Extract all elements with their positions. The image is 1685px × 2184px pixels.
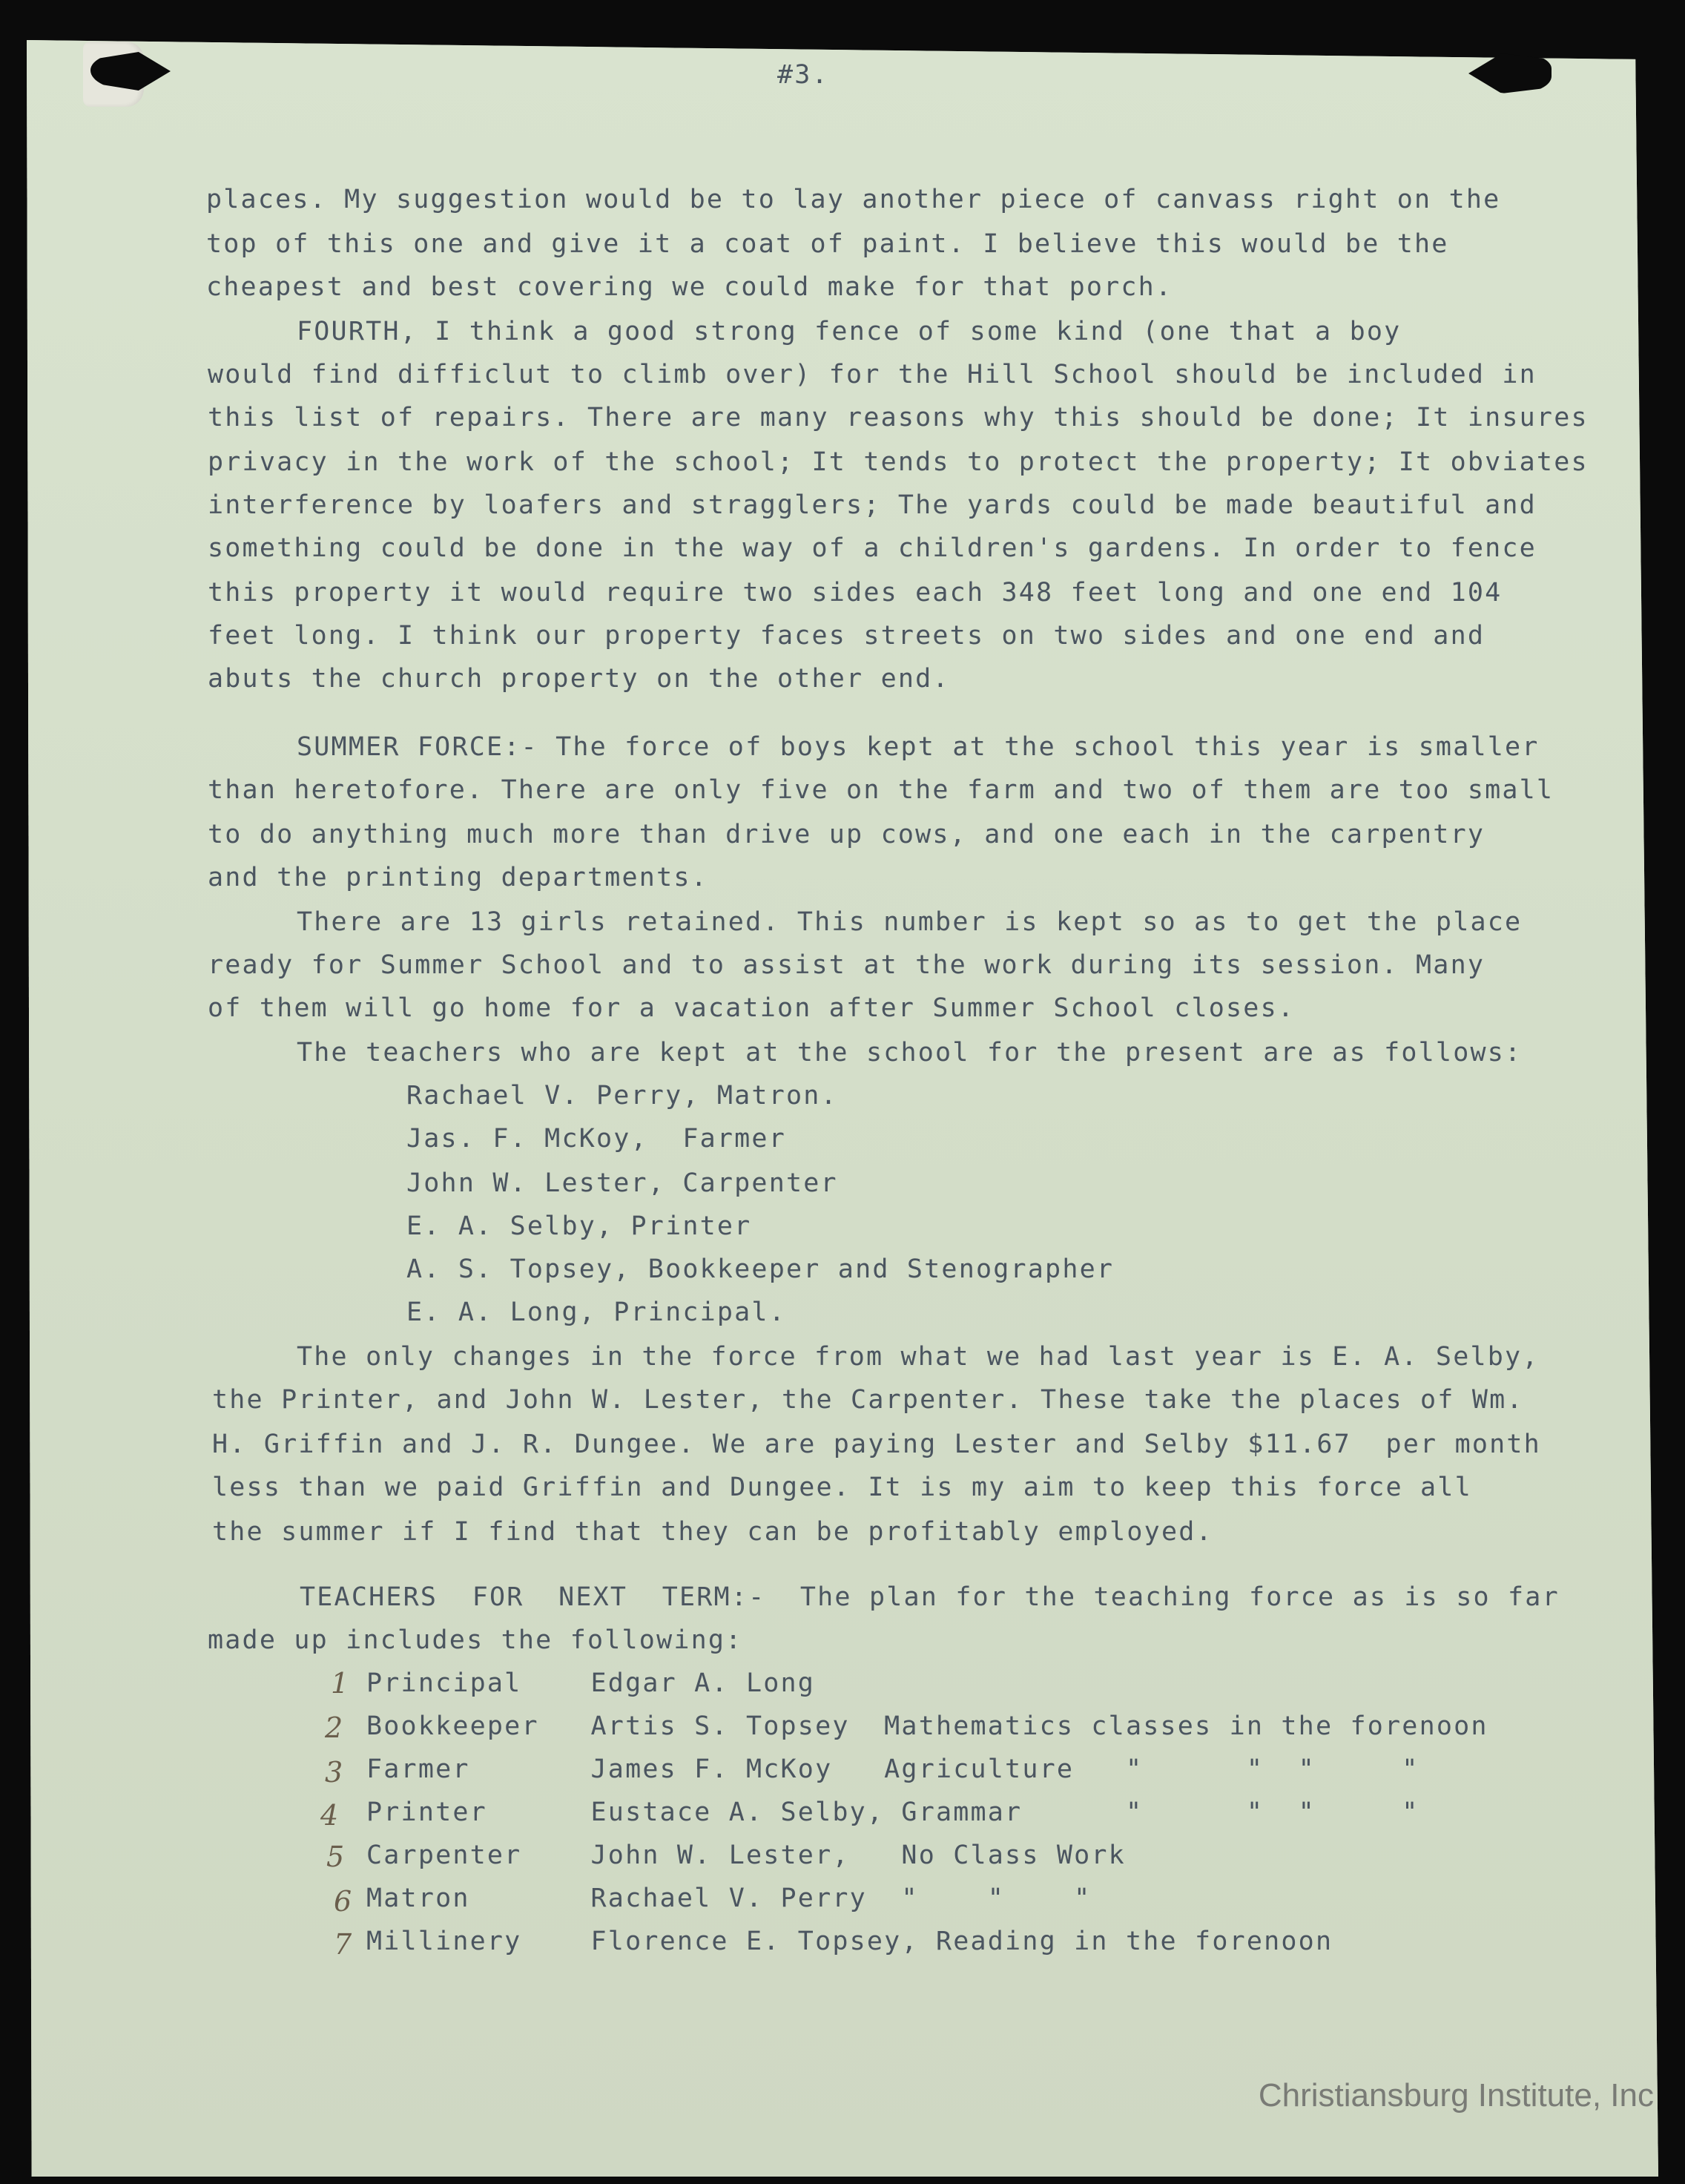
text-line: and the printing departments.: [208, 863, 708, 892]
text-line: privacy in the work of the school; It tends to protect the property; It obviates: [208, 447, 1589, 477]
text-line: SUMMER FORCE:- The force of boys kept at the school this year is smaller: [297, 732, 1540, 762]
handwritten-number: 4: [320, 1799, 340, 1832]
text-line: There are 13 girls retained. This number is kept so as to get the place: [297, 907, 1523, 937]
text-line: H. Griffin and J. R. Dungee. We are paying Lester and Selby $11.67 per month: [212, 1430, 1541, 1459]
staff-list-item: Rachael V. Perry, Matron.: [406, 1081, 838, 1111]
text-line: top of this one and give it a coat of paint. I believe this would be the: [206, 229, 1449, 259]
text-line: the summer if I find that they can be profitably employed.: [212, 1517, 1213, 1547]
teacher-row: Printer Eustace A. Selby, Grammar " " " ": [366, 1797, 1419, 1827]
teacher-row: Millinery Florence E. Topsey, Reading in the forenoon: [366, 1927, 1333, 1956]
staff-list-item: E. A. Long, Principal.: [406, 1297, 786, 1327]
text-line: to do anything much more than drive up cows, and one each in the carpentry: [208, 820, 1485, 849]
text-line: the Printer, and John W. Lester, the Carpenter. These take the places of Wm.: [212, 1385, 1524, 1415]
text-line: places. My suggestion would be to lay another piece of canvass right on the: [206, 185, 1501, 214]
teacher-row: Carpenter John W. Lester, No Class Work: [366, 1841, 1126, 1870]
text-line: of them will go home for a vacation after Summer School closes.: [208, 993, 1296, 1023]
section-heading: TEACHERS FOR NEXT TERM:- The plan for the teaching force as is so far: [300, 1582, 1560, 1612]
text-line: less than we paid Griffin and Dungee. It is my aim to keep this force all: [212, 1473, 1472, 1502]
staff-list-item: E. A. Selby, Printer: [406, 1211, 752, 1241]
text-line: feet long. I think our property faces streets on two sides and one end and: [208, 621, 1485, 651]
text-line: The teachers who are kept at the school for the present are as follows:: [297, 1038, 1523, 1068]
staff-list-item: John W. Lester, Carpenter: [406, 1168, 838, 1198]
teacher-row: Principal Edgar A. Long: [366, 1668, 816, 1698]
text-line: The only changes in the force from what we had last year is E. A. Selby,: [297, 1342, 1540, 1372]
text-line: ready for Summer School and to assist at the work during its session. Many: [208, 950, 1485, 980]
watermark: Christiansburg Institute, Inc: [1258, 2077, 1654, 2114]
handwritten-number: 5: [326, 1841, 346, 1873]
text-line: would find difficlut to climb over) for the Hill School should be included in: [208, 360, 1537, 389]
handwritten-number: 6: [334, 1885, 354, 1918]
text-line: made up includes the following:: [208, 1625, 743, 1655]
handwritten-number: 1: [331, 1667, 351, 1700]
text-line: FOURTH, I think a good strong fence of some kind (one that a boy: [297, 317, 1402, 346]
text-line: than heretofore. There are only five on the farm and two of them are too small: [208, 775, 1554, 805]
page-number: #3.: [777, 60, 829, 90]
text-line: something could be done in the way of a children's gardens. In order to fence: [208, 533, 1537, 563]
text-line: this property it would require two sides each 348 feet long and one end 104: [208, 578, 1503, 608]
handwritten-number: 7: [334, 1928, 354, 1961]
handwritten-number: 2: [325, 1711, 345, 1744]
text-line: cheapest and best covering we could make for that porch.: [206, 272, 1173, 302]
text-line: this list of repairs. There are many reasons why this should be done; It insures: [208, 403, 1589, 432]
teacher-row: Matron Rachael V. Perry " " ": [366, 1884, 1092, 1913]
teacher-row: Farmer James F. McKoy Agriculture " " " ": [366, 1754, 1419, 1784]
text-line: abuts the church property on the other end.: [208, 664, 950, 694]
staff-list-item: Jas. F. McKoy, Farmer: [406, 1124, 786, 1154]
staff-list-item: A. S. Topsey, Bookkeeper and Stenographer: [406, 1254, 1115, 1284]
teacher-row: Bookkeeper Artis S. Topsey Mathematics classes in the forenoon: [366, 1711, 1488, 1741]
text-line: interference by loafers and stragglers; The yards could be made beautiful and: [208, 490, 1537, 520]
handwritten-number: 3: [325, 1756, 345, 1789]
